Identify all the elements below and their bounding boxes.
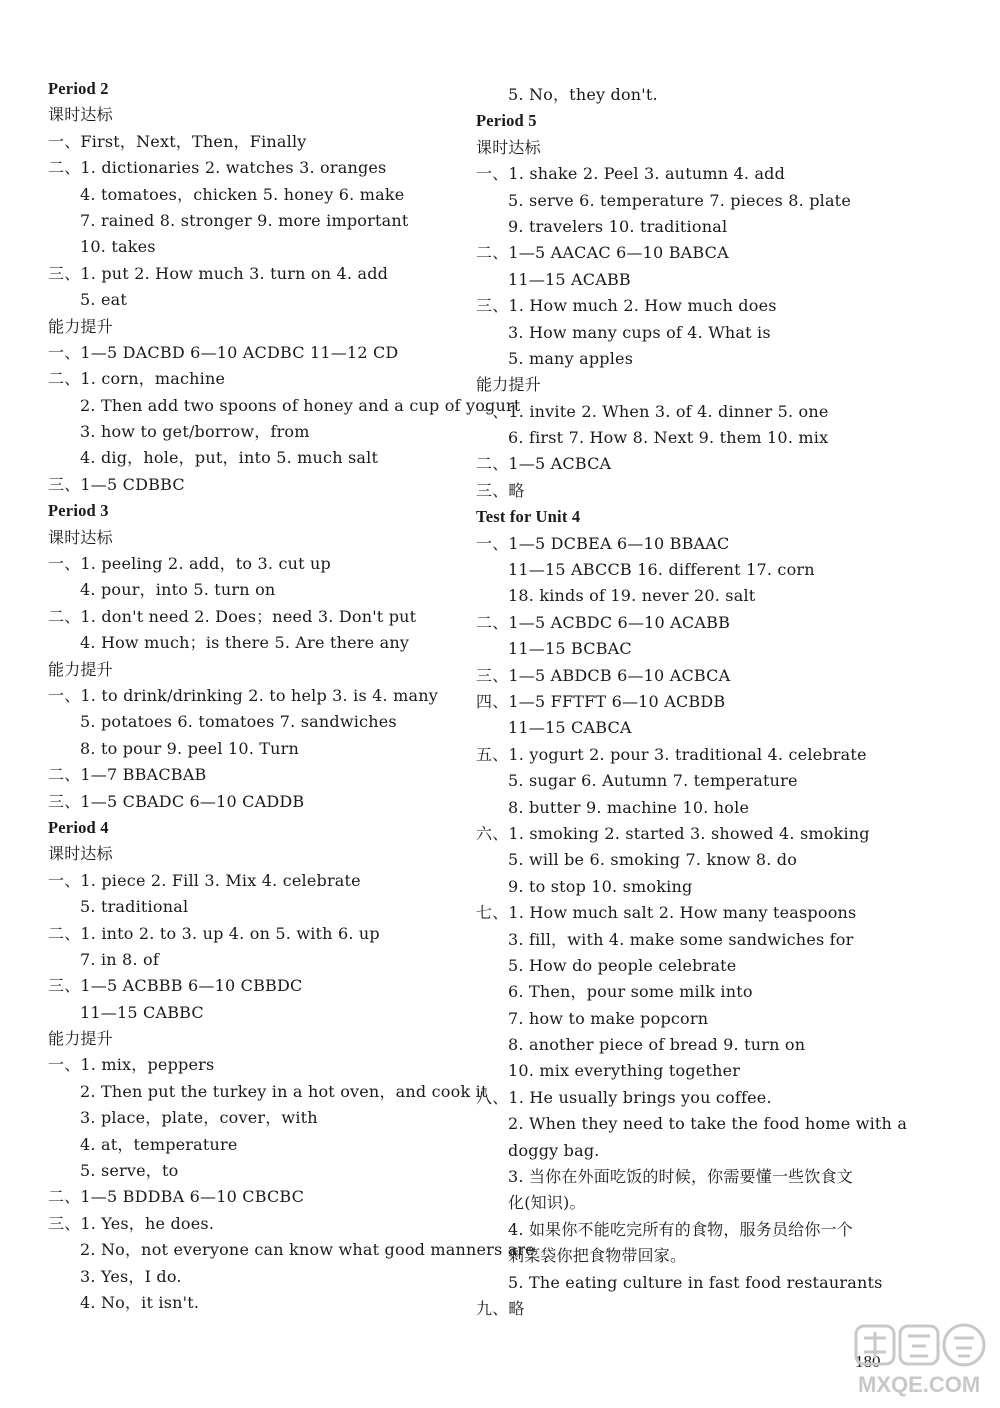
answer-line: 一、1. mix，peppers [48,1055,215,1075]
answer-line: 二、1. corn，machine [48,369,226,389]
answer-line: 9. to stop 10. smoking [508,876,693,896]
answer-line: 一、1. shake 2. Peel 3. autumn 4. add [476,164,786,184]
answer-line: 3. 当你在外面吃饭的时候，你需要懂一些饮食文 [508,1167,853,1187]
answer-line: 5. eat [80,290,127,310]
answer-line: 10. takes [80,237,156,257]
answer-line: 5. How do people celebrate [508,955,737,975]
answer-line: 二、1. dictionaries 2. watches 3. oranges [48,158,387,178]
answer-line: 10. mix everything together [508,1061,741,1081]
answer-line: 二、1. don't need 2. Does；need 3. Don't put [48,606,417,626]
section-heading: Period 2 [48,79,109,98]
answer-line: 6. first 7. How 8. Next 9. them 10. mix [508,428,829,448]
answer-line: 6. Then，pour some milk into [508,982,753,1002]
section-heading: Test for Unit 4 [476,507,581,527]
answer-line: 一、1. piece 2. Fill 3. Mix 4. celebrate [48,870,361,890]
answer-line: 5. potatoes 6. tomatoes 7. sandwiches [80,712,397,732]
answer-line: 三、1. put 2. How much 3. turn on 4. add [48,263,389,283]
answer-line: 5. many apples [508,348,634,368]
answer-line: 课时达标 [48,844,113,864]
answer-line: 5. serve 6. temperature 7. pieces 8. plate [508,190,851,210]
answer-line: 二、1—5 ACBCA [476,454,612,474]
answer-line: 5. The eating culture in fast food restaurants [508,1272,883,1292]
answer-line: 2. Then add two spoons of honey and a cup of yogurt [80,395,521,415]
answer-line: 3. Yes，I do. [80,1266,182,1286]
answer-line: 11—15 CABCA [508,718,632,738]
answer-line: 三、1. Yes，he does. [48,1213,215,1233]
answer-line: 八、1. He usually brings you coffee. [476,1087,772,1107]
watermark-glyph-2 [908,1336,930,1356]
answer-line: 5. No，they don't. [508,85,658,104]
answer-line: 一、1—5 DACBD 6—10 ACDBC 11—12 CD [48,342,399,362]
answer-line: 能力提升 [476,375,541,395]
answer-line: 一、1. invite 2. When 3. of 4. dinner 5. one [476,401,829,421]
answer-line: 一、1. to drink/drinking 2. to help 3. is 4. many [48,685,438,705]
right-column [476,82,906,1322]
answer-line: 9. travelers 10. traditional [508,216,728,236]
answer-line: 一、1—5 DCBEA 6—10 BBAAC [476,533,730,553]
watermark-circle [944,1325,984,1365]
answer-line: 二、1—7 BBACBAB [48,765,207,785]
answer-line: 2. When they need to take the food home with a [508,1114,908,1134]
answer-line: 能力提升 [48,1029,113,1049]
answer-line: 3. How many cups of 4. What is [508,322,771,342]
answer-line: 5. serve，to [80,1161,179,1181]
section-heading: Period 3 [48,501,109,521]
answer-line: 11—15 ABCCB 16. different 17. corn [508,560,815,580]
watermark-sub-text: MXQE.COM [858,1372,981,1397]
answer-line: 4. 如果你不能吃完所有的食物，服务员给你一个 [508,1219,853,1239]
answer-line: 三、1—5 CDBBC [48,474,185,494]
answer-line: 课时达标 [48,527,113,547]
answer-line: 2. No，not everyone can know what good manners are [80,1240,535,1260]
answer-line: doggy bag. [508,1140,600,1160]
answer-line: 九、略 [476,1298,525,1318]
answer-line: 8. another piece of bread 9. turn on [508,1035,806,1055]
answer-line: 7. rained 8. stronger 9. more important [80,210,409,230]
answer-line: 11—15 BCBAC [508,639,632,659]
answer-line: 4. at，temperature [80,1134,238,1154]
answer-line: 二、1—5 ACBDC 6—10 ACABB [476,612,731,632]
answer-line: 4. pour，into 5. turn on [80,580,276,600]
answer-line: 二、1—5 AACAC 6—10 BABCA [476,243,729,263]
answer-line: 8. butter 9. machine 10. hole [508,797,750,817]
answer-line: 11—15 CABBC [80,1002,204,1022]
answer-line: 课时达标 [476,137,541,157]
answer-line: 三、1. How much 2. How much does [476,296,777,316]
answer-line: 课时达标 [48,105,113,125]
answer-line: 4. How much；is there 5. Are there any [80,633,410,653]
answer-line: 7. how to make popcorn [508,1008,709,1028]
watermark-glyph-1 [864,1332,886,1358]
page-number: 180 [855,1352,881,1371]
answer-line: 4. No，it isn't. [80,1292,200,1312]
answer-line: 11—15 ACABB [508,269,631,289]
answer-line: 三、1—5 ABDCB 6—10 ACBCA [476,665,731,685]
answer-line: 二、1—5 BDDBA 6—10 CBCBC [48,1187,305,1207]
section-heading: Period 5 [476,111,537,131]
answer-line: 七、1. How much salt 2. How many teaspoons [476,903,857,923]
answer-line: 4. dig，hole，put，into 5. much salt [80,448,379,468]
answer-line: 一、1. peeling 2. add，to 3. cut up [48,554,332,574]
answer-line: 能力提升 [48,316,113,336]
answer-line: 4. tomatoes，chicken 5. honey 6. make [80,184,405,204]
answer-line: 六、1. smoking 2. started 3. showed 4. smoking [476,823,870,843]
answer-line: 5. will be 6. smoking 7. know 8. do [508,850,798,870]
answer-line: 7. in 8. of [80,949,159,969]
answer-line: 8. to pour 9. peel 10. Turn [80,738,300,758]
answer-line: 四、1—5 FFTFT 6—10 ACBDB [476,691,726,711]
section-heading: Period 4 [48,817,109,837]
answer-line: 三、略 [476,480,525,500]
answer-line: 5. traditional [80,897,189,917]
watermark-glyph-3 [954,1338,974,1356]
answer-line: 一、First，Next，Then，Finally [48,131,307,151]
answer-line: 能力提升 [48,659,113,679]
answer-line: 三、1—5 CBADC 6—10 CADDB [48,791,305,811]
answer-line: 剩菜袋你把食物带回家。 [508,1246,687,1266]
watermark-logo [852,1322,992,1402]
answer-line: 3. how to get/borrow，from [80,422,310,442]
answer-line: 三、1—5 ACBBB 6—10 CBBDC [48,976,303,996]
answer-line: 3. place，plate，cover，with [80,1108,318,1128]
answer-line: 5. sugar 6. Autumn 7. temperature [508,771,798,791]
answer-line: 3. fill，with 4. make some sandwiches for [508,929,854,949]
answer-line: 化(知识)。 [508,1193,586,1213]
answer-line: 五、1. yogurt 2. pour 3. traditional 4. celebrate [476,744,867,764]
answer-line: 二、1. into 2. to 3. up 4. on 5. with 6. up [48,923,380,943]
answer-line: 2. Then put the turkey in a hot oven，and cook it [80,1081,488,1101]
answer-line: 18. kinds of 19. never 20. salt [508,586,756,606]
